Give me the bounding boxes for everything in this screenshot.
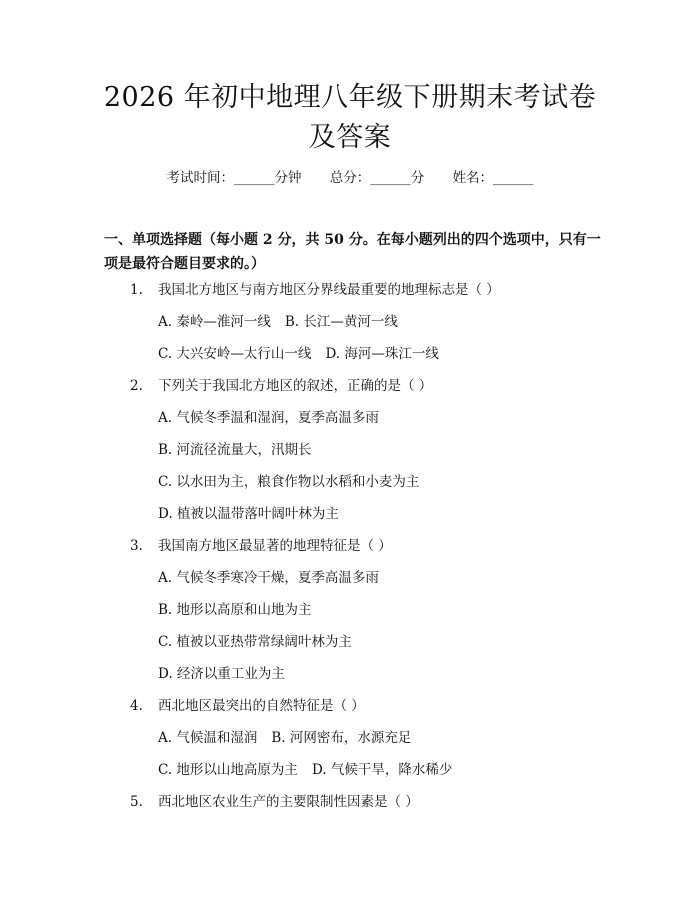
exam-info-line bbox=[0, 169, 700, 187]
option-a: A. 气候冬季寒冷干燥，夏季高温多雨 bbox=[158, 570, 379, 586]
option-d: D. 气候干旱，降水稀少 bbox=[311, 762, 453, 778]
page-title: 2026 年初中地理八年级下册期末考试卷及答案 bbox=[103, 82, 597, 153]
question-text: 西北地区农业生产的主要限制性因素是（ ） bbox=[158, 794, 419, 810]
question-2 bbox=[130, 377, 432, 395]
option-c: C. 地形以山地高原为主 bbox=[158, 762, 298, 778]
question-number: 2. bbox=[130, 378, 143, 394]
question-3 bbox=[130, 537, 392, 555]
option-a: A. 气候冬季温和湿润，夏季高温多雨 bbox=[158, 410, 379, 426]
option-b: B. 河网密布，水源充足 bbox=[271, 730, 412, 746]
question-1-options-row-1 bbox=[158, 313, 398, 331]
option-b: B. 地形以高原和山地为主 bbox=[158, 602, 312, 618]
question-text: 我国南方地区最显著的地理特征是（ ） bbox=[158, 538, 392, 554]
total-score-field: 总分：______分 bbox=[329, 170, 425, 186]
option-b: B. 河流径流量大，汛期长 bbox=[158, 442, 312, 458]
question-4-options-row-1 bbox=[158, 729, 411, 747]
question-4-options-row-2 bbox=[158, 761, 452, 779]
question-number: 5. bbox=[130, 794, 143, 810]
option-b: B. 长江—黄河一线 bbox=[284, 314, 398, 330]
option-d: D. 海河—珠江一线 bbox=[325, 346, 439, 362]
option-c: C. 大兴安岭—太行山一线 bbox=[158, 346, 312, 362]
question-1 bbox=[130, 281, 500, 299]
option-c: C. 以水田为主，粮食作物以水稻和小麦为主 bbox=[158, 474, 420, 490]
option-a: A. 秦岭—淮河一线 bbox=[158, 314, 271, 330]
option-c: C. 植被以亚热带常绿阔叶林为主 bbox=[158, 634, 352, 650]
option-d: D. 植被以温带落叶阔叶林为主 bbox=[158, 506, 339, 522]
question-1-options-row-2 bbox=[158, 345, 439, 363]
section-heading: 一、单项选择题（每小题 2 分，共 50 分。在每小题列出的四个选项中，只有一项是最符合题目要求的。） bbox=[104, 232, 601, 272]
question-text: 下列关于我国北方地区的叙述，正确的是（ ） bbox=[158, 378, 433, 394]
question-number: 1. bbox=[130, 282, 143, 298]
question-number: 4. bbox=[130, 698, 143, 714]
question-text: 西北地区最突出的自然特征是（ ） bbox=[158, 698, 365, 714]
question-5 bbox=[130, 793, 419, 811]
question-4 bbox=[130, 697, 365, 715]
option-a: A. 气候温和湿润 bbox=[158, 730, 258, 746]
question-text: 我国北方地区与南方地区分界线最重要的地理标志是（ ） bbox=[158, 282, 500, 298]
question-number: 3. bbox=[130, 538, 143, 554]
student-name-field: 姓名：______ bbox=[452, 170, 534, 186]
option-d: D. 经济以重工业为主 bbox=[158, 666, 285, 682]
exam-time-field: 考试时间：______分钟 bbox=[166, 170, 302, 186]
